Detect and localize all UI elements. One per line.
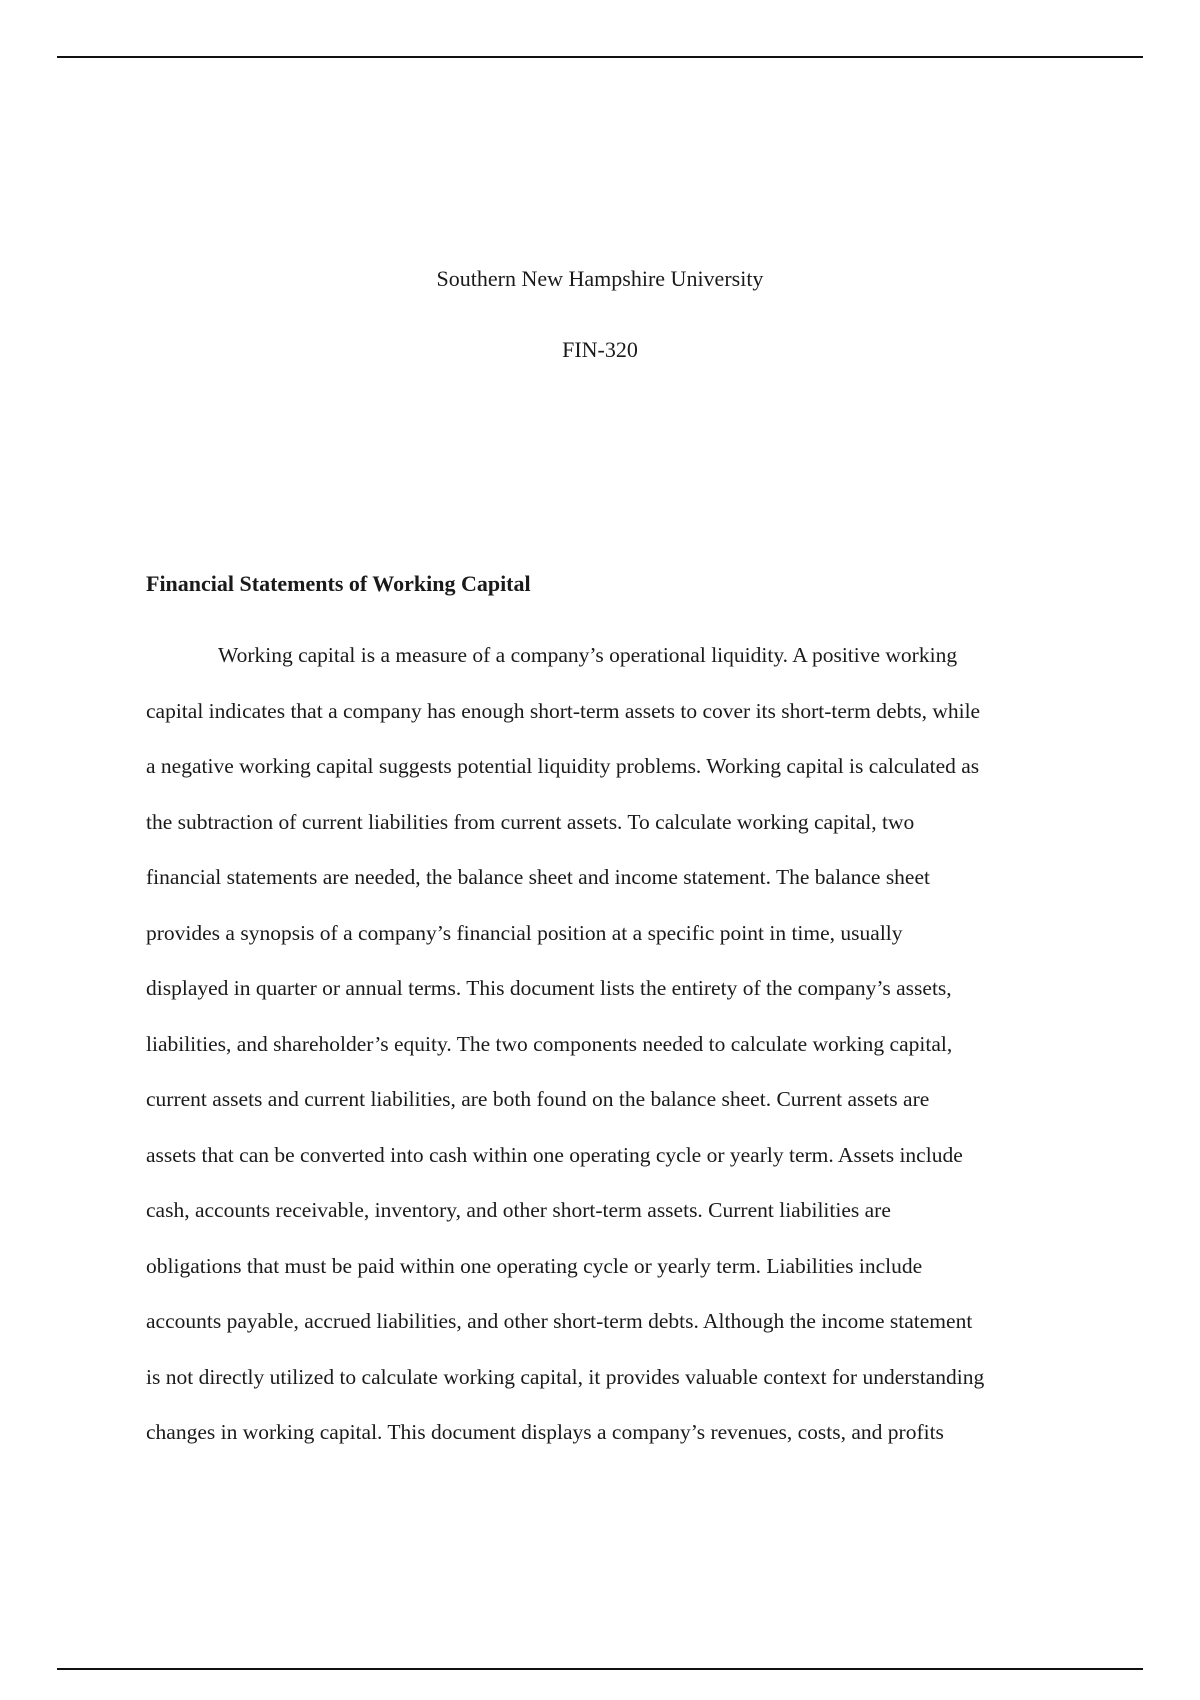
institution-name: Southern New Hampshire University bbox=[436, 266, 764, 291]
paragraph-line: current assets and current liabilities, are both found on the balance sheet. Current assets are bbox=[146, 1087, 930, 1111]
paragraph-line: liabilities, and shareholder’s equity. The two components needed to calculate working capital, bbox=[146, 1031, 953, 1056]
paragraph-line: Working capital is a measure of a company’s operational liquidity. A positive working bbox=[218, 643, 958, 667]
course-code: FIN-320 bbox=[562, 337, 638, 362]
paragraph-line: obligations that must be paid within one operating cycle or yearly term. Liabilities include bbox=[146, 1253, 923, 1278]
paragraph-line: cash, accounts receivable, inventory, and other short-term assets. Current liabilities are bbox=[146, 1198, 891, 1222]
top-rule bbox=[57, 56, 1143, 58]
paragraph-line: accounts payable, accrued liabilities, and other short-term debts. Although the income statement bbox=[146, 1309, 973, 1333]
paragraph-line: the subtraction of current liabilities from current assets. To calculate working capital, two bbox=[146, 809, 915, 834]
body-paragraph bbox=[146, 641, 1106, 1474]
bottom-rule bbox=[57, 1668, 1143, 1670]
paragraph-line: capital indicates that a company has enough short-term assets to cover its short-term debts, while bbox=[146, 698, 981, 723]
paragraph-line: financial statements are needed, the balance sheet and income statement. The balance sheet bbox=[146, 865, 930, 889]
paragraph-line: displayed in quarter or annual terms. This document lists the entirety of the company’s assets, bbox=[146, 976, 952, 1000]
paragraph-line: changes in working capital. This document displays a company’s revenues, costs, and profits bbox=[146, 1420, 944, 1444]
paragraph-line: assets that can be converted into cash within one operating cycle or yearly term. Assets include bbox=[146, 1142, 963, 1167]
section-heading: Financial Statements of Working Capital bbox=[146, 571, 531, 596]
paragraph-line: provides a synopsis of a company’s financial position at a specific point in time, usually bbox=[146, 920, 903, 945]
paragraph-line: a negative working capital suggests potential liquidity problems. Working capital is calculated as bbox=[146, 754, 980, 778]
paragraph-line: is not directly utilized to calculate working capital, it provides valuable context for understanding bbox=[146, 1364, 985, 1389]
